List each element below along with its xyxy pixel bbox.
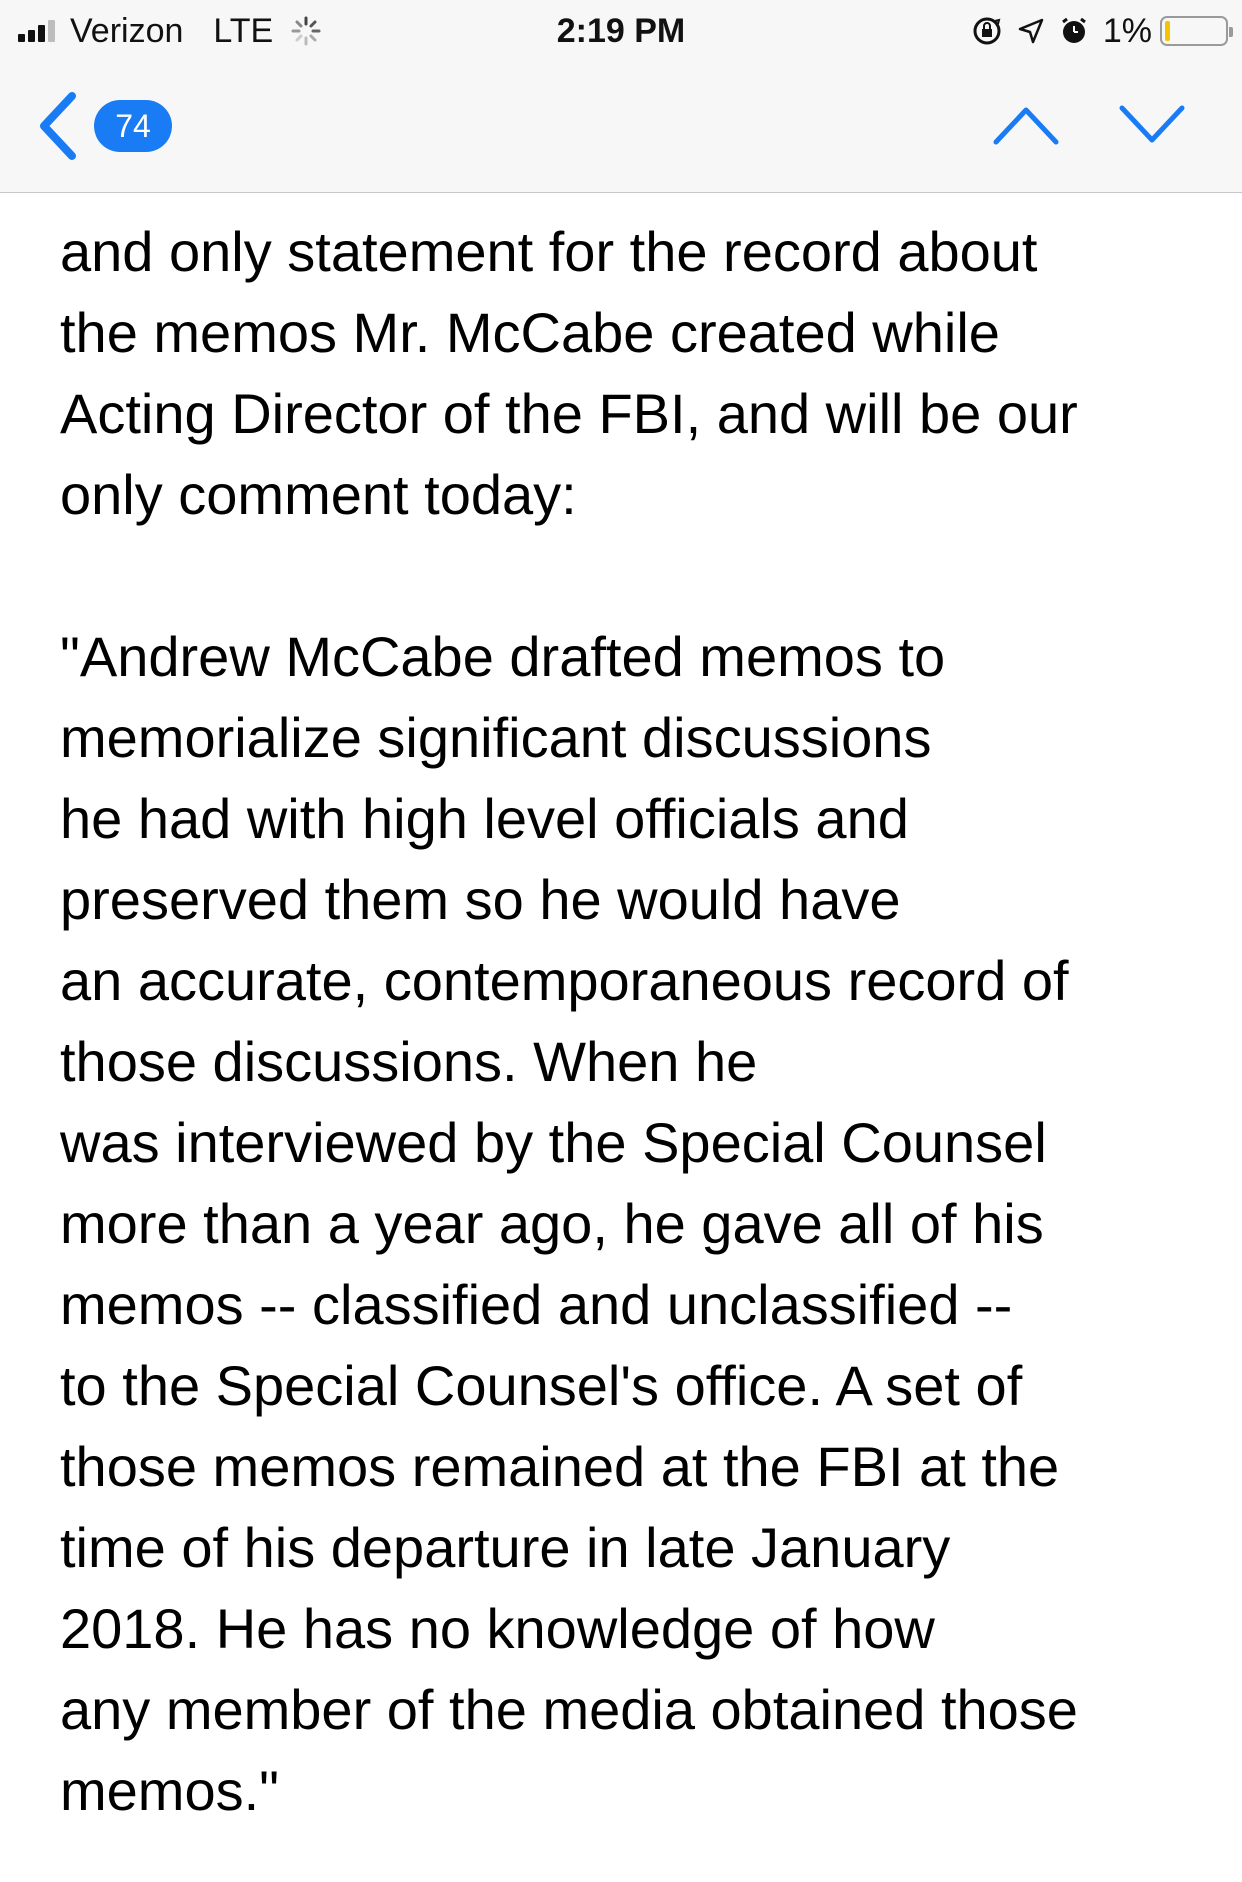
text-line: memorialize significant discussions (60, 706, 932, 769)
battery-percent-label: 1% (1102, 11, 1152, 50)
text-line: more than a year ago, he gave all of his (60, 1192, 1044, 1255)
orientation-lock-icon (971, 15, 1003, 47)
text-line: memos -- classified and unclassified -- (60, 1273, 1013, 1336)
text-line: an accurate, contemporaneous record of (60, 949, 1069, 1012)
message-body[interactable] (0, 193, 1242, 1882)
text-line: he had with high level officials and (60, 787, 909, 850)
carrier-label: Verizon (70, 11, 184, 50)
text-line: was interviewed by the Special Counsel (60, 1111, 1047, 1174)
alarm-icon (1059, 16, 1089, 46)
navigation-bar (0, 62, 1242, 193)
text-line: Acting Director of the FBI, and will be our (60, 382, 1078, 445)
status-right (971, 10, 1228, 52)
down-chevron-icon[interactable] (1118, 100, 1186, 150)
text-line: preserved them so he would have (60, 868, 901, 931)
text-line: memos." (60, 1759, 280, 1822)
status-bar (0, 0, 1242, 62)
message-paragraph-2 (60, 616, 1190, 1831)
battery-level-fill (1165, 21, 1170, 41)
up-chevron-icon[interactable] (992, 100, 1060, 150)
text-line: 2018. He has no knowledge of how (60, 1597, 935, 1660)
text-line: those discussions. When he (60, 1030, 758, 1093)
message-paragraph-1 (60, 211, 1190, 535)
text-line: and only statement for the record about (60, 220, 1038, 283)
text-line: time of his departure in late January (60, 1516, 951, 1579)
text-line: "Andrew McCabe drafted memos to (60, 625, 946, 688)
text-line: any member of the media obtained those (60, 1678, 1078, 1741)
status-time: 2:19 PM (556, 12, 686, 50)
network-type-label: LTE (213, 11, 274, 50)
back-chevron-icon[interactable] (36, 90, 86, 162)
text-line: to the Special Counsel's office. A set of (60, 1354, 1023, 1417)
battery-icon (1160, 16, 1228, 46)
text-line: those memos remained at the FBI at the (60, 1435, 1060, 1498)
text-line: the memos Mr. McCabe created while (60, 301, 1000, 364)
inbox-count-badge[interactable]: 74 (94, 100, 172, 152)
location-icon (1017, 17, 1045, 45)
text-line: only comment today: (60, 463, 577, 526)
